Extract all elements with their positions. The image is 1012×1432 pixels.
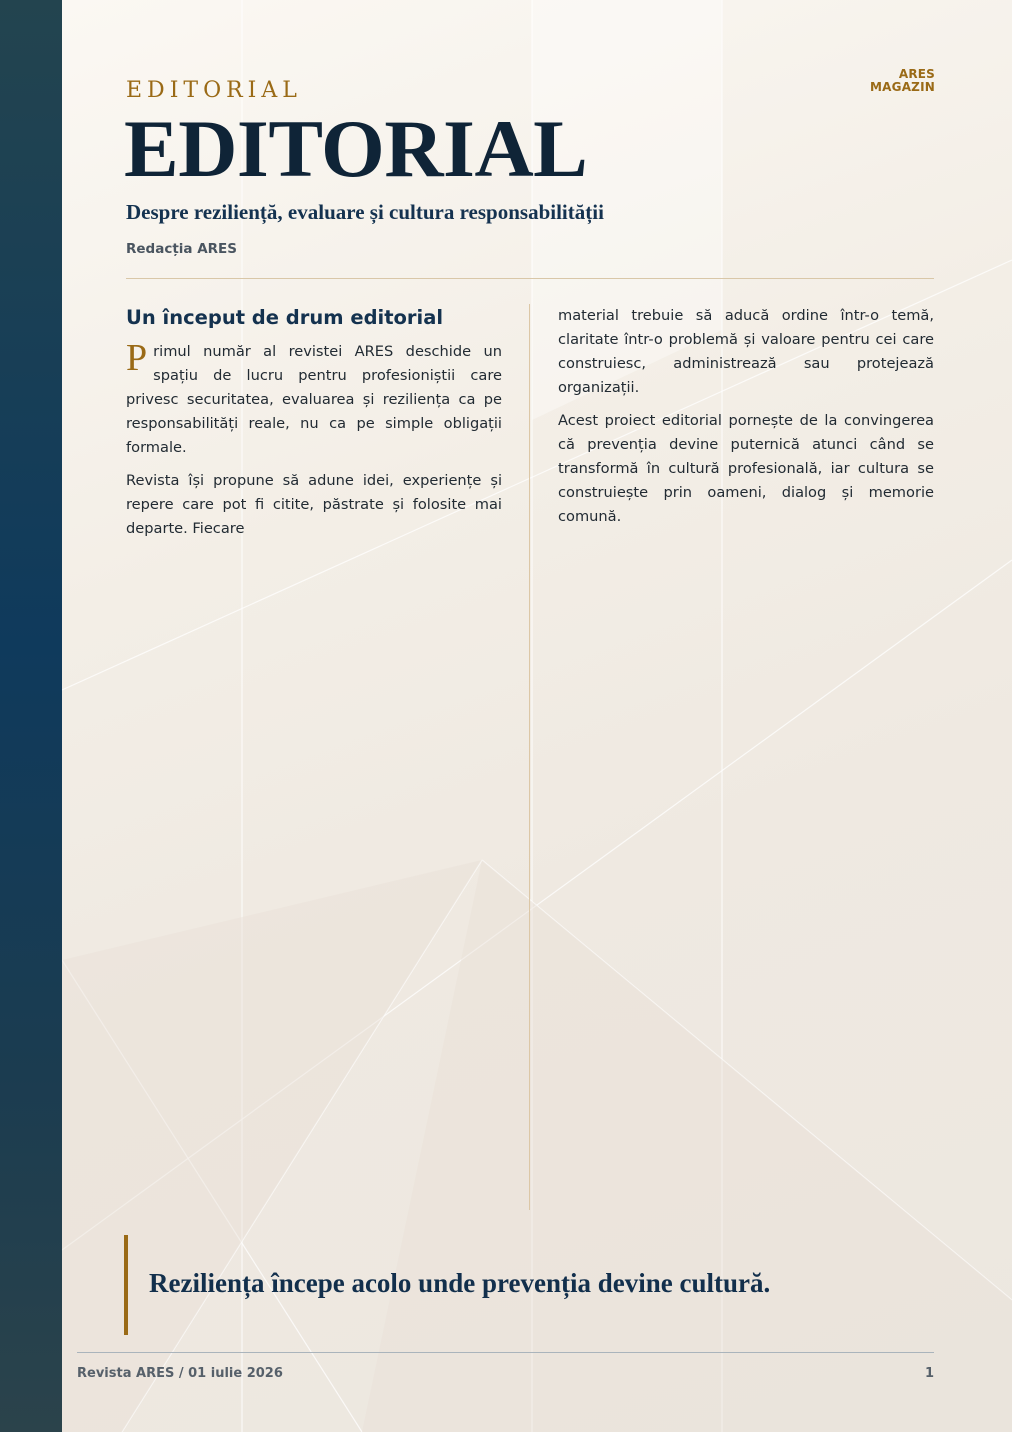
paragraph-conviction: Acest proiect editorial pornește de la convingerea că prevenția devine puternică atunci când se transformă în cultură profesională, iar cultura se construiește prin oameni, dialog și memorie comună. (558, 412, 934, 525)
quote-accent-bar (124, 1235, 128, 1335)
pull-quote: Reziliența începe acolo unde prevenția devine cultură. (149, 1268, 771, 1298)
side-bar (0, 0, 62, 1432)
column-divider (529, 304, 530, 1210)
section-kicker: EDITORIAL (126, 78, 302, 103)
footer-publication: Revista ARES / 01 iulie 2026 (77, 1366, 283, 1381)
paragraph-intro (126, 337, 502, 460)
paragraph-purpose-end: material trebuie să aducă ordine într-o temă, claritate într-o problemă și valoare pentru cei care construiesc, administrează sau protejează organizații. (558, 307, 934, 396)
paragraph-purpose-start: Revista își propune să adune idei, experiențe și repere care pot fi citite, păstrate și folosite mai departe. Fiecare (126, 472, 502, 537)
header-divider (126, 278, 934, 279)
brand-logo (870, 68, 935, 94)
article-column-right (558, 304, 934, 538)
section-heading: Un început de drum editorial (126, 306, 444, 329)
drop-cap: P (126, 337, 148, 379)
page-title: EDITORIAL (124, 103, 588, 194)
page-number: 1 (924, 1366, 934, 1381)
brand-line-2: MAGAZIN (870, 80, 935, 94)
byline: Redacția ARES (126, 241, 238, 257)
brand-line-1: ARES (898, 67, 935, 81)
footer-divider (77, 1352, 934, 1353)
page-subtitle: Despre reziliență, evaluare și cultura responsabilității (126, 200, 604, 224)
article-column-left (126, 304, 502, 550)
paragraph-intro-text: rimul număr al revistei ARES deschide un spațiu de lucru pentru profesioniștii care privesc securitatea, evaluarea și reziliența ca pe responsabilități reale, nu ca pe simple obligații formale. (126, 343, 502, 456)
